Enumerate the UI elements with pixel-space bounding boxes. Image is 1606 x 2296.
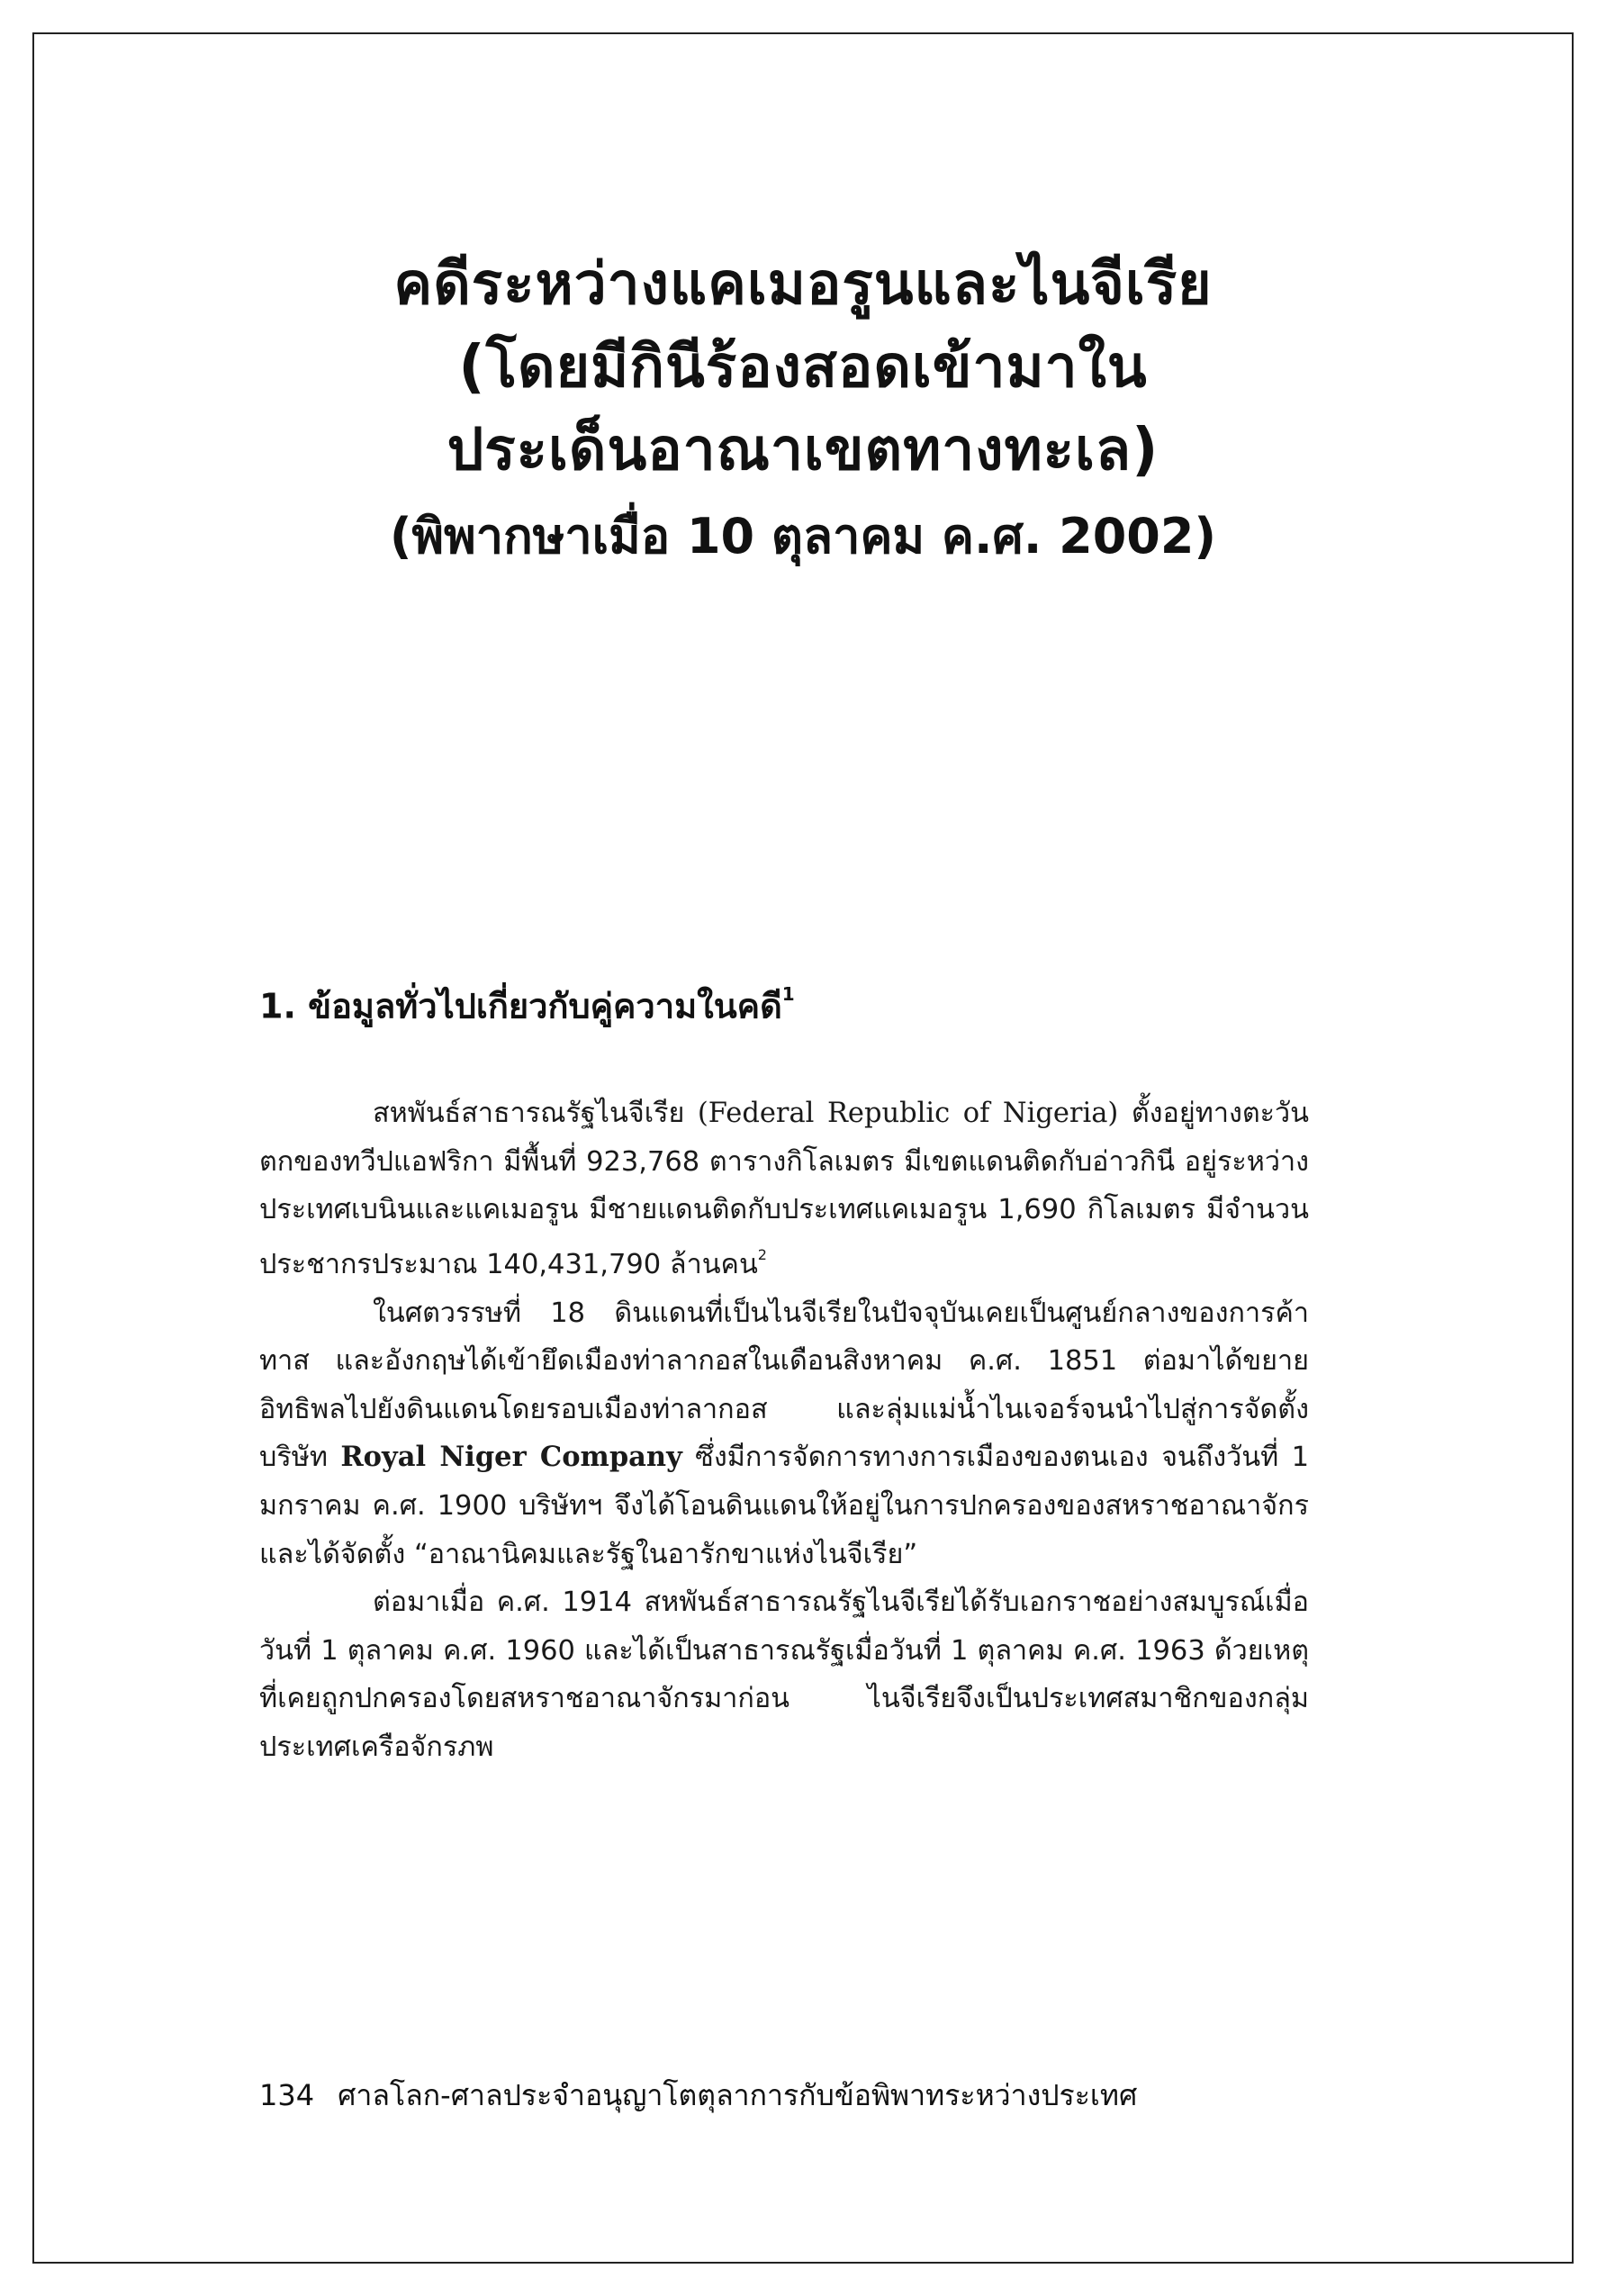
section-heading-text: 1. ข้อมูลทั่วไปเกี่ยวกับคู่ความในคดี [259,986,782,1026]
paragraph-1 [259,1089,1309,1289]
book-title: ศาลโลก-ศาลประจำอนุญาโตตุลาการกับข้อพิพาทระหว่างประเทศ [338,2078,1138,2112]
footnote-marker-2: 2 [757,1245,767,1263]
title-line-2: (โดยมีกินีร้องสอดเข้ามาใน [458,334,1148,401]
paragraph-3 [259,1578,1309,1771]
nigeria-name-thai: สหพันธ์สาธารณรัฐไนจีเรีย [373,1098,685,1129]
paragraph-2 [259,1289,1309,1579]
company-name: Royal Niger Company [340,1441,682,1474]
chapter-title [0,243,1606,578]
title-line-3: ประเด็นอาณาเขตทางทะเล) [447,417,1159,484]
body-text [259,1089,1309,1771]
nigeria-name-english: (Federal Republic of Nigeria) [684,1098,1119,1129]
section-heading [259,972,795,1034]
paragraph-2-text-before: ในศตวรรษที่ 18 ดินแดนที่เป็นไนจีเรียในปัจจุบันเคยเป็นศูนย์กลางของการค้าทาส และอังกฤษได้เข้ายึดเมืองท่าลากอสในเดือนสิงหาคม ค.ศ. 1851 ต่อมาได้ขยายอิทธิพลไปยังดินแดนโดยรอบเมืองท่าลากอส และลุ่มแม่น้ำไนเจอร์จนนำไปสู่การจัดตั้งบริษัท [259,1297,1309,1474]
page-number: 134 [259,2078,315,2112]
paragraph-3-text: ต่อมาเมื่อ ค.ศ. 1914 สหพันธ์สาธารณรัฐไนจีเรียได้รับเอกราชอย่างสมบูรณ์เมื่อวันที่ 1 ตุลาคม ค.ศ. 1960 และได้เป็นสาธารณรัฐเมื่อวันที่ 1 ตุลาคม ค.ศ. 1963 ด้วยเหตุที่เคยถูกปกครองโดยสหราชอาณาจักรมาก่อน ไนจีเรียจึงเป็นประเทศสมาชิกของกลุ่มประเทศเครือจักรภพ [259,1586,1309,1763]
paragraph-1-text: ตั้งอยู่ทางตะวันตกของทวีปแอฟริกา มีพื้นที่ 923,768 ตารางกิโลเมตร มีเขตแดนติดกับอ่าวกินี อยู่ระหว่างประเทศเบนินและแคเมอรูน มีชายแดนติดกับประเทศแคเมอรูน 1,690 กิโลเมตร มีจำนวนประชากรประมาณ 140,431,790 ล้านคน [259,1098,1310,1280]
title-line-1: คดีระหว่างแคเมอรูนและไนจีเรีย [393,251,1213,318]
footnote-marker-1: 1 [781,983,795,1005]
page-footer [259,2073,1137,2118]
paragraph-2-text-after: ซึ่งมีการจัดการทางการเมืองของตนเอง จนถึงวันที่ 1 มกราคม ค.ศ. 1900 บริษัทฯ จึงได้โอนดินแดนให้อยู่ในการปกครองของสหราชอาณาจักรและได้จัดตั้ง “อาณานิคมและรัฐในอารักขาแห่งไนจีเรีย” [259,1442,1309,1570]
judgment-date: (พิพากษาเมื่อ 10 ตุลาคม ค.ศ. 2002) [389,508,1217,565]
